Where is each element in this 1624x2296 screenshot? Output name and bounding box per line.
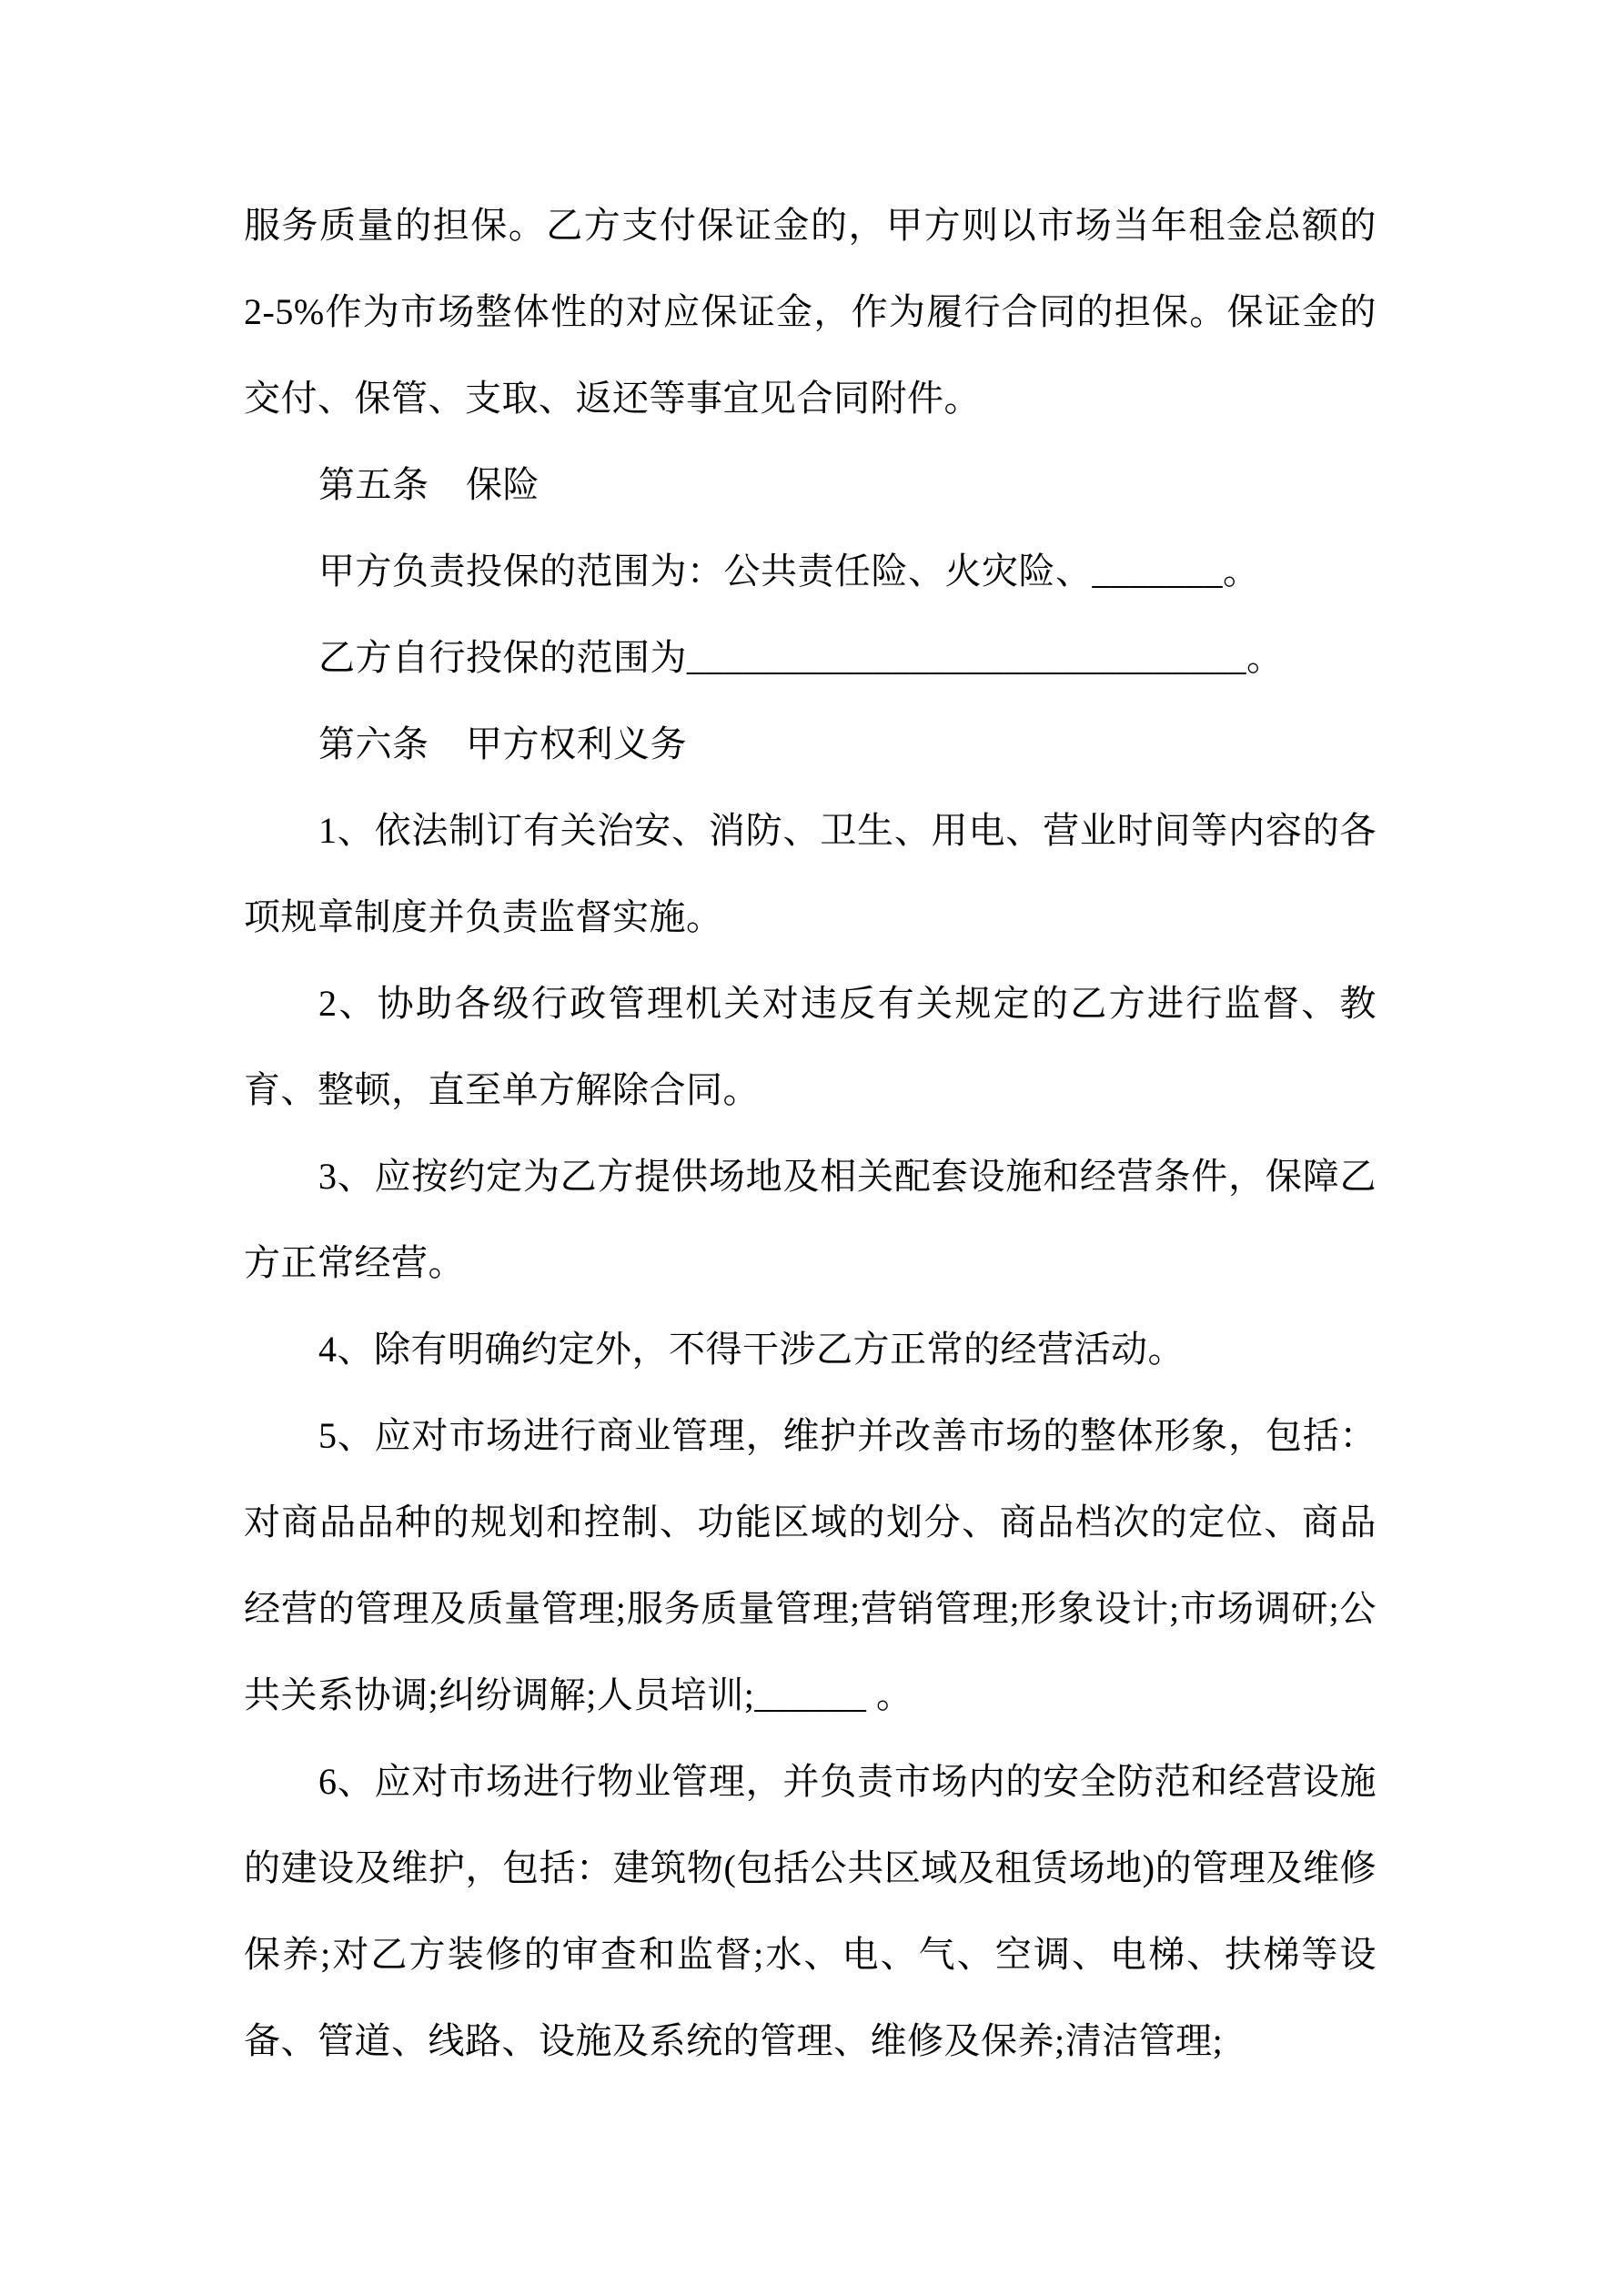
paragraph: 第五条 保险 [318,464,540,505]
paragraph: 6、应对市场进行物业管理，并负责市场内的安全防范和经营设施的建设及维护，包括：建筑物(包括公共区域及租赁场地)的管理及维修保养;对乙方装修的审查和监督;水、电、气、空调、电梯、扶梯等设备、管道、线路、设施及系统的管理、维修及保养;清洁管理; [244,1761,1377,2061]
paragraph: 5、应对市场进行商业管理，维护并改善市场的整体形象，包括：对商品品种的规划和控制、功能区域的划分、商品档次的定位、商品经营的管理及质量管理;服务质量管理;营销管理;形象设计;市场调研;公共关系协调;纠纷调解;人员培训;______ 。 [244,1415,1377,1715]
paragraph: 服务质量的担保。乙方支付保证金的，甲方则以市场当年租金总额的2-5%作为市场整体性的对应保证金，作为履行合同的担保。保证金的交付、保管、支取、返还等事宜见合同附件。 [244,205,1377,419]
paragraph: 第六条 甲方权利义务 [318,723,687,764]
paragraph: 3、应按约定为乙方提供场地及相关配套设施和经营条件，保障乙方正常经营。 [244,1156,1377,1283]
paragraph: 1、依法制订有关治安、消防、卫生、用电、营业时间等内容的各项规章制度并负责监督实施。 [244,810,1377,937]
paragraph: 甲方负责投保的范围为：公共责任险、火灾险、_______。 [318,551,1260,592]
document-body [244,182,1377,2084]
paragraph: 2、协助各级行政管理机关对违反有关规定的乙方进行监督、教育、整顿，直至单方解除合同。 [244,983,1377,1110]
paragraph: 乙方自行投保的范围为______________________________。 [318,637,1284,678]
paragraph: 4、除有明确约定外，不得干涉乙方正常的经营活动。 [318,1329,1185,1370]
